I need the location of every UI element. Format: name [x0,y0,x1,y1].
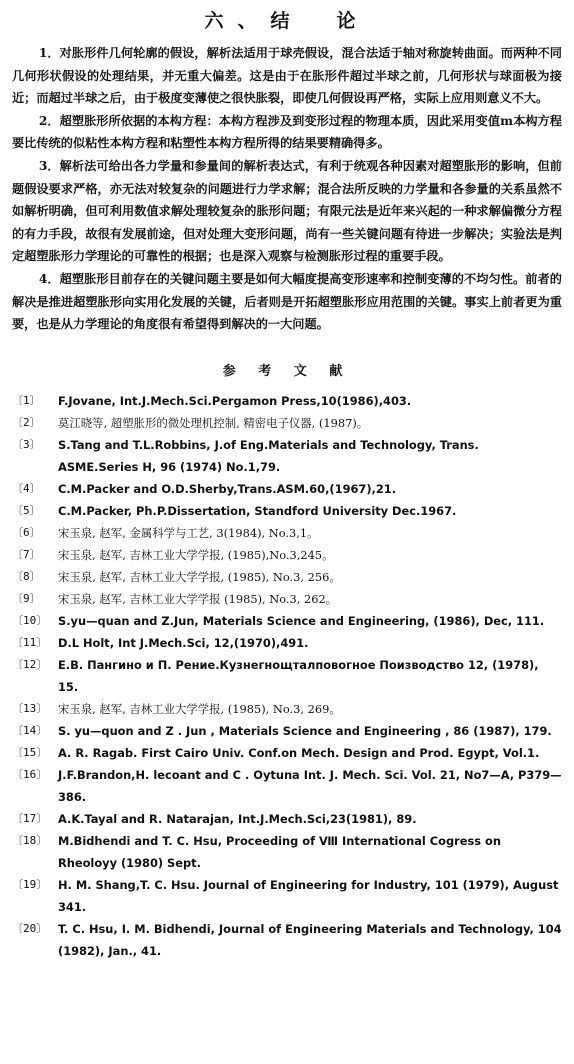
reference-item [12,390,562,412]
reference-text: A. R. Ragab. First Cairo Univ. Conf.on Mech. Design and Prod. Egypt, Vol.1. [58,745,540,760]
reference-item [12,500,562,522]
references-title: 参 考 文 献 [222,363,352,379]
reference-item [12,654,562,698]
reference-number: 〔16〕 [12,767,48,781]
reference-text: 宋玉泉, 赵军, 吉林工业大学学报, (1985), No.3, 269。 [58,701,341,716]
reference-number: 〔12〕 [12,657,48,671]
reference-item [12,830,562,874]
reference-number: 〔4〕 [12,481,41,495]
reference-text: A.K.Tayal and R. Natarajan, Int.J.Mech.Sci,23(1981), 89. [58,811,417,826]
reference-item [12,742,562,764]
reference-text: S. yu—quon and Z . Jun , Materials Science and Engineering , 86 (1987), 179. [58,723,552,738]
reference-number: 〔3〕 [12,437,41,451]
reference-number: 〔9〕 [12,591,41,605]
reference-item [12,764,562,808]
reference-number: 〔18〕 [12,833,48,847]
reference-number: 〔19〕 [12,877,48,891]
reference-text: S.yu—quan and Z.Jun, Materials Science and Engineering, (1986), Dec, 111. [58,613,545,628]
reference-item [12,522,562,544]
reference-number: 〔11〕 [12,635,48,649]
reference-item [12,588,562,610]
reference-text: 宋玉泉, 赵军, 吉林工业大学学报 (1985), No.3, 262。 [58,591,338,606]
reference-item [12,478,562,500]
reference-item [12,434,562,478]
reference-number: 〔6〕 [12,525,41,539]
reference-item [12,808,562,830]
reference-item [12,918,562,962]
reference-item [12,632,562,654]
reference-list [12,390,562,962]
reference-text: E.B. Пангино и П. Рение.Кузнегнощталповогное Поизводство 12, (1978), 15. [58,657,539,694]
reference-text: C.M.Packer, Ph.P.Dissertation, Standford University Dec.1967. [58,503,457,518]
reference-text: M.Bidhendi and T. C. Hsu, Proceeding of Ⅷ International Cogress on Rheoloyy (1980) Sept. [58,833,501,870]
reference-text: 宋玉泉, 赵军, 吉林工业大学学报, (1985),No.3,245。 [58,547,334,562]
reference-text: H. M. Shang,T. C. Hsu. Journal of Engineering for Industry, 101 (1979), August 341. [58,877,559,914]
reference-number: 〔2〕 [12,415,41,429]
reference-number: 〔10〕 [12,613,48,627]
reference-item [12,566,562,588]
conclusion-paragraph-4: 4．超塑胀形目前存在的关键问题主要是如何大幅度提高变形速率和控制变薄的不均匀性。前者的解决是推进超塑胀形向实用化发展的关键，后者则是开拓超塑胀形应用范围的关键。事实上前者更为重要，也是从力学理论的角度很有希望得到解决的一大问题。 [12,271,562,332]
reference-item [12,610,562,632]
reference-item [12,412,562,434]
reference-item [12,698,562,720]
reference-text: F.Jovane, Int.J.Mech.Sci.Pergamon Press,10(1986),403. [58,393,412,408]
reference-number: 〔7〕 [12,547,41,561]
reference-number: 〔20〕 [12,921,48,935]
reference-number: 〔8〕 [12,569,41,583]
reference-text: C.M.Packer and O.D.Sherby,Trans.ASM.60,(1967),21. [58,481,397,496]
reference-item [12,720,562,742]
reference-text: S.Tang and T.L.Robbins, J.of Eng.Materials and Technology, Trans. ASME.Series H, 96 (1974) No.1,79. [58,437,479,474]
reference-number: 〔13〕 [12,701,48,715]
reference-text: 莫江晓等, 超塑胀形的微处理机控制, 精密电子仪器, (1987)。 [58,415,369,430]
conclusion-paragraph-1: 1．对胀形件几何轮廓的假设，解析法适用于球壳假设，混合法适于轴对称旋转曲面。而两种不同几何形状假设的处理结果，并无重大偏差。这是由于在胀形件超过半球之前，几何形状与球面极为接近；而超过半球之后，由于极度变薄使之很快胀裂，即使几何假设再严格，实际上应用则意义不大。 [12,46,562,106]
reference-item [12,874,562,918]
conclusion-paragraph-2: 2．超塑胀形所依据的本构方程：本构方程涉及到变形过程的物理本质，因此采用变值m本构方程要比传统的似粘性本构方程和粘塑性本构方程所得的结果要精确得多。 [12,113,562,151]
reference-text: D.L Holt, Int J.Mech.Sci, 12,(1970),491. [58,635,309,650]
reference-text: J.F.Brandon,H. lecoant and C . Oytuna Int. J. Mech. Sci. Vol. 21, No7—A, P379—386. [58,767,562,804]
reference-number: 〔17〕 [12,811,48,825]
conclusion-paragraph-3: 3．解析法可给出各力学量和参量间的解析表达式，有利于统观各种因素对超塑胀形的影响，但前题假设要求严格，亦无法对较复杂的问题进行力学求解；混合法所反映的力学量和各参量的关系虽然不如解析明确，但可利用数值求解处理较复杂的胀形问题；有限元法是近年来兴起的一种求解偏微分方程的有力手段，故很有发展前途，但对处理大变形问题，尚有一些关键问题有待进一步解决；实验法是判定超塑胀形力学理论的可靠性的根据；也是深入观察与检测胀形过程的重要手段。 [12,158,562,264]
reference-number: 〔14〕 [12,723,48,737]
reference-item [12,544,562,566]
reference-text: T. C. Hsu, I. M. Bidhendi, Journal of Engineering Materials and Technology, 104 (1982), Jan., 41. [58,921,562,958]
reference-text: 宋玉泉, 赵军, 吉林工业大学学报, (1985), No.3, 256。 [58,569,341,584]
reference-text: 宋玉泉, 赵军, 金属科学与工艺, 3(1984), No.3,1。 [58,525,319,540]
reference-number: 〔15〕 [12,745,48,759]
reference-number: 〔5〕 [12,503,41,517]
conclusions [12,42,562,336]
reference-number: 〔1〕 [12,393,41,407]
section-title: 六、结 论 [204,10,370,32]
